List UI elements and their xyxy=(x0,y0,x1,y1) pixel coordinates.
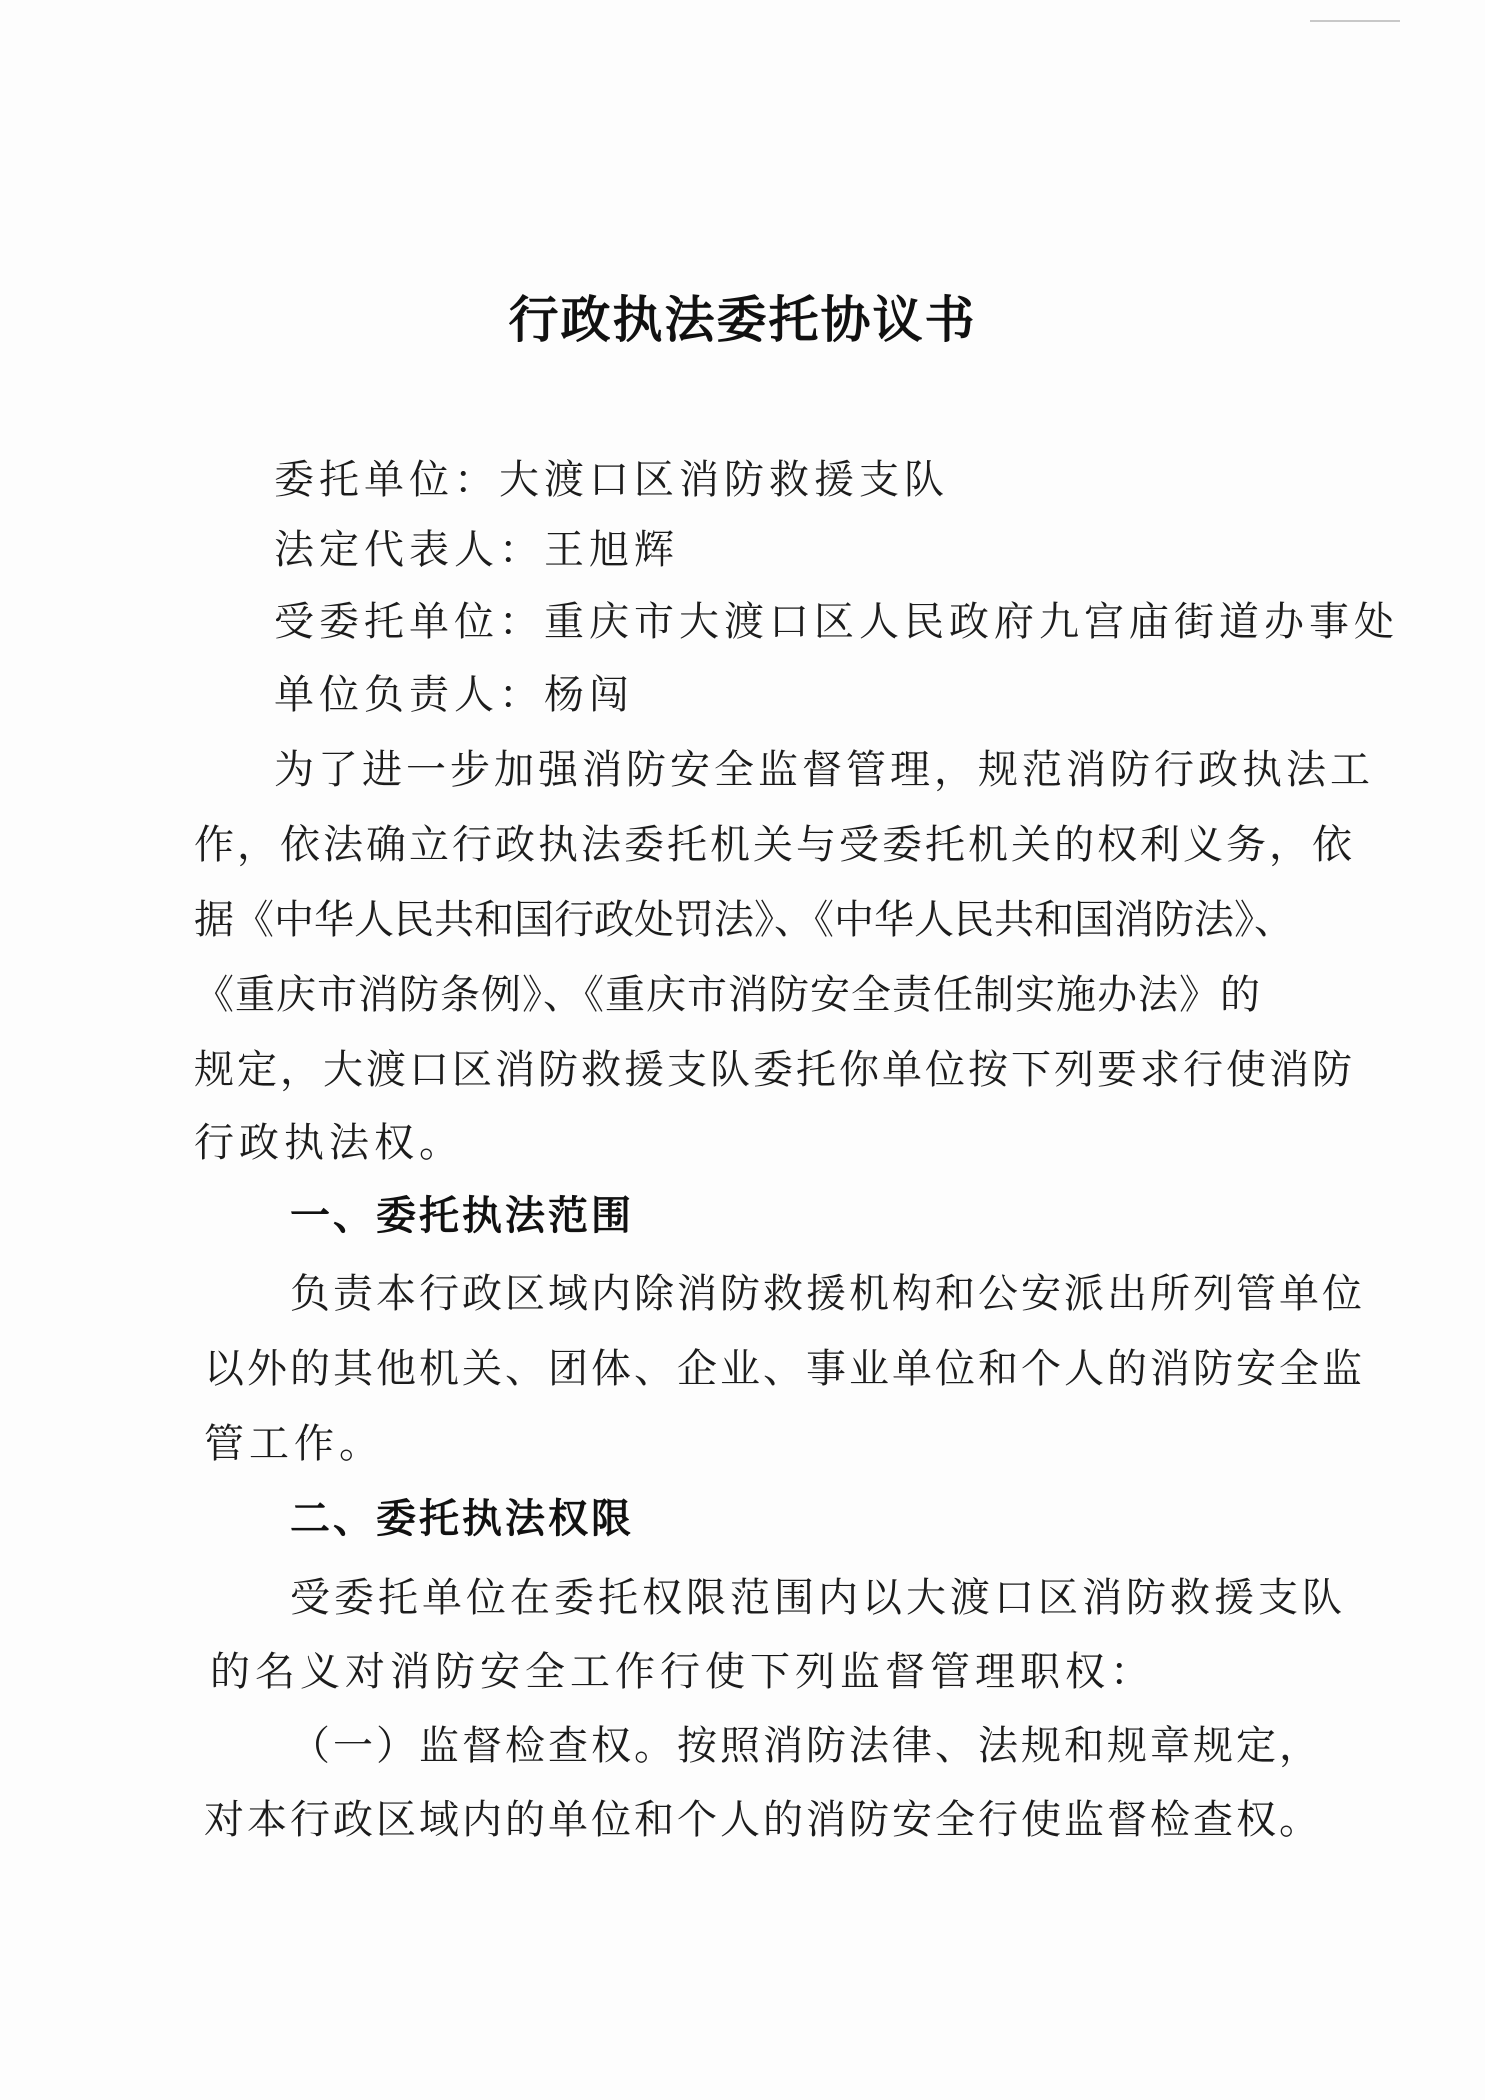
section-1-heading: 一、委托执法范围 xyxy=(290,1193,634,1239)
section-2-line: 的名义对消防安全工作行使下列监督管理职权： xyxy=(210,1649,1155,1695)
section-2-line: （一）监督检查权。按照消防法律、法规和规章规定， xyxy=(290,1723,1322,1769)
preamble-line: 作，依法确立行政执法委托机关与受委托机关的权利义务，依 xyxy=(194,822,1355,868)
document-title: 行政执法委托协议书 xyxy=(508,290,977,349)
preamble-line: 规定，大渡口区消防救援支队委托你单位按下列要求行使消防 xyxy=(194,1047,1355,1093)
preamble-line: 行政执法权。 xyxy=(194,1120,464,1166)
section-1-line: 以外的其他机关、团体、企业、事业单位和个人的消防安全监 xyxy=(204,1346,1365,1392)
preamble-line: 据《中华人民共和国行政处罚法》、《中华人民共和国消防法》、 xyxy=(194,897,1294,943)
legal-representative: 法定代表人：王旭辉 xyxy=(274,527,679,573)
preamble-line: 《重庆市消防条例》、《重庆市消防安全责任制实施办法》的 xyxy=(194,972,1261,1018)
section-1-line: 负责本行政区域内除消防救援机构和公安派出所列管单位 xyxy=(290,1271,1365,1317)
section-2-heading: 二、委托执法权限 xyxy=(290,1496,634,1542)
unit-head: 单位负责人：杨闯 xyxy=(274,672,634,718)
section-2-line: 受委托单位在委托权限范围内以大渡口区消防救援支队 xyxy=(290,1575,1346,1621)
section-2-line: 对本行政区域内的单位和个人的消防安全行使监督检查权。 xyxy=(204,1797,1322,1843)
section-1-line: 管工作。 xyxy=(204,1421,384,1467)
entrusted-unit: 受委托单位：重庆市大渡口区人民政府九宫庙街道办事处 xyxy=(274,599,1399,645)
entrusting-unit: 委托单位：大渡口区消防救援支队 xyxy=(274,457,949,503)
scan-mark xyxy=(1310,20,1400,22)
preamble-line: 为了进一步加强消防安全监督管理，规范消防行政执法工 xyxy=(274,747,1374,793)
